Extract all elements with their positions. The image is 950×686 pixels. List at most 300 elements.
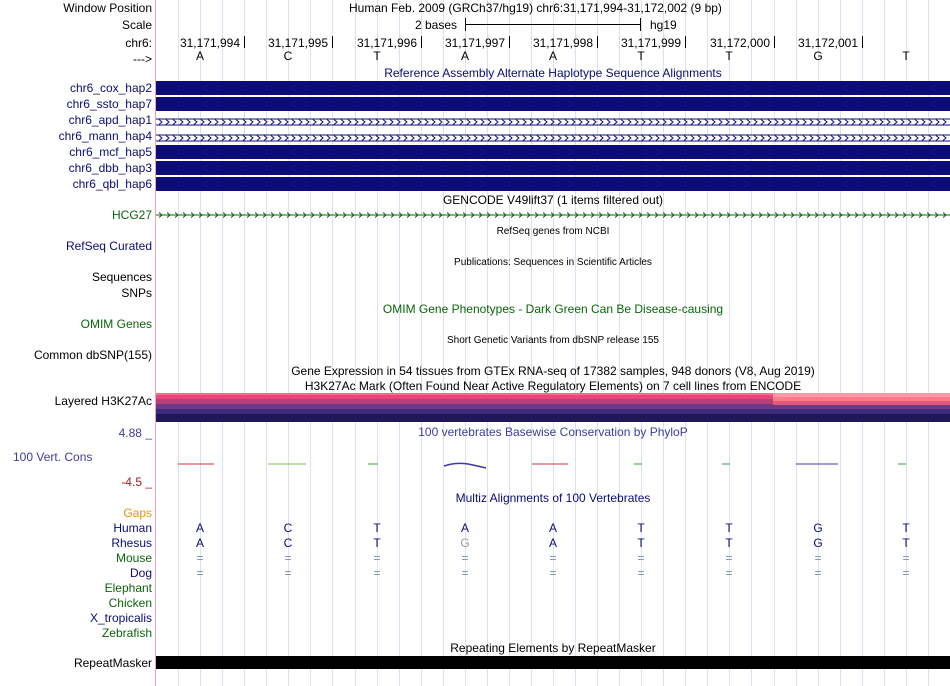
- species-label-chicken[interactable]: Chicken: [108, 596, 152, 610]
- strand-chevron: [285, 120, 288, 125]
- strand-chevron: [180, 136, 183, 141]
- coordinate-tick: [332, 36, 333, 48]
- strand-chevron: [691, 136, 694, 141]
- strand-chevron: [600, 120, 603, 125]
- strand-chevron: [642, 136, 645, 141]
- scale-label: Scale: [121, 18, 152, 32]
- strand-chevron: [852, 120, 855, 125]
- alignment-base-dog: =: [196, 566, 204, 580]
- strand-chevron: [677, 120, 680, 125]
- coordinate-label: 31,171,998: [532, 36, 593, 50]
- species-label-zebrafish[interactable]: Zebrafish: [101, 626, 152, 640]
- alignment-base-mouse: =: [814, 551, 822, 565]
- coordinate-tick: [597, 36, 598, 48]
- strand-chevron: [712, 120, 715, 125]
- strand-chevron: [250, 136, 253, 141]
- strand-chevron: [306, 120, 309, 125]
- strand-chevron: [467, 136, 470, 141]
- coordinate-label: 31,171,994: [179, 36, 240, 50]
- strand-chevron: [572, 120, 575, 125]
- alignment-base-dog: =: [637, 566, 645, 580]
- strand-chevron: [565, 136, 568, 141]
- alignment-base-mouse: =: [902, 551, 910, 565]
- strand-chevron: [922, 136, 925, 141]
- window-position-label: Window Position: [63, 1, 152, 15]
- alignment-base-human: T: [637, 521, 645, 535]
- strand-chevron: [222, 120, 225, 125]
- strand-chevron: [817, 120, 820, 125]
- strand-chevron: [369, 136, 372, 141]
- strand-chevron: [719, 136, 722, 141]
- strand-chevron: [565, 120, 568, 125]
- h3k27ac-layered-bands: [156, 393, 950, 422]
- strand-chevron: [670, 136, 673, 141]
- strand-chevron: [271, 136, 274, 141]
- strand-chevron: [334, 120, 337, 125]
- strand-chevron: [768, 136, 771, 141]
- strand-chevron: [915, 120, 918, 125]
- strand-chevron: [754, 136, 757, 141]
- strand-chevron: [495, 136, 498, 141]
- window-position-text: Human Feb. 2009 (GRCh37/hg19) chr6:31,171,994-31,172,002 (9 bp): [349, 1, 722, 15]
- strand-chevron: [250, 120, 253, 125]
- gene-label-hcg27[interactable]: HCG27: [111, 208, 152, 222]
- track-label-snps[interactable]: SNPs: [121, 286, 152, 300]
- coordinate-tick: [862, 36, 863, 48]
- coordinate-label: 31,171,995: [267, 36, 328, 50]
- alignment-bar-chr6-cox-hap2[interactable]: [156, 81, 950, 95]
- track-label-chr6-mann-hap4[interactable]: chr6_mann_hap4: [58, 129, 152, 143]
- strand-chevron: [201, 120, 204, 125]
- strand-chevron: [236, 120, 239, 125]
- strand-chevron: [215, 136, 218, 141]
- h3k27ac-title: H3K27Ac Mark (Often Found Near Active Regulatory Elements) on 7 cell lines from ENCODE: [304, 379, 802, 393]
- strand-chevron: [796, 120, 799, 125]
- strand-chevron: [278, 136, 281, 141]
- strand-chevron: [705, 120, 708, 125]
- strand-chevron: [866, 136, 869, 141]
- phylop-min-value: -4.5 _: [121, 475, 152, 489]
- strand-chevron: [502, 136, 505, 141]
- strand-chevron: [929, 136, 932, 141]
- species-label-rhesus[interactable]: Rhesus: [111, 536, 152, 550]
- strand-chevron: [600, 136, 603, 141]
- strand-chevron: [159, 120, 162, 125]
- alignment-base-mouse: =: [196, 551, 204, 565]
- alignment-bar-chr6-mcf-hap5[interactable]: [156, 145, 950, 159]
- strand-chevron: [817, 136, 820, 141]
- strand-chevron: [684, 136, 687, 141]
- strand-chevron: [824, 120, 827, 125]
- strand-chevron: [698, 120, 701, 125]
- alignment-base-human: A: [460, 521, 469, 535]
- strand-chevron: [166, 136, 169, 141]
- reference-base: T: [725, 49, 733, 63]
- strand-chevron: [362, 120, 365, 125]
- strand-chevron: [824, 136, 827, 141]
- species-label-human[interactable]: Human: [113, 521, 152, 535]
- strand-chevron: [348, 136, 351, 141]
- species-label-dog[interactable]: Dog: [129, 566, 152, 580]
- strand-chevron: [418, 120, 421, 125]
- reference-base: T: [902, 49, 910, 63]
- strand-chevron: [586, 120, 589, 125]
- track-label-chr6-qbl-hap6[interactable]: chr6_qbl_hap6: [72, 177, 152, 191]
- strand-chevron: [761, 136, 764, 141]
- strand-chevron: [663, 136, 666, 141]
- alignment-base-dog: =: [725, 566, 733, 580]
- strand-chevron: [880, 136, 883, 141]
- track-label-chr6-mcf-hap5[interactable]: chr6_mcf_hap5: [69, 145, 152, 159]
- strand-chevron: [404, 136, 407, 141]
- strand-chevron: [327, 120, 330, 125]
- reference-base: T: [637, 49, 645, 63]
- coordinate-label: 31,171,999: [620, 36, 681, 50]
- strand-chevron: [859, 136, 862, 141]
- alignment-base-mouse: =: [725, 551, 733, 565]
- strand-chevron: [187, 136, 190, 141]
- strand-chevron: [733, 136, 736, 141]
- strand-chevron: [264, 120, 267, 125]
- strand-chevron: [936, 136, 939, 141]
- strand-chevron: [712, 136, 715, 141]
- alignment-base-dog: =: [461, 566, 469, 580]
- strand-chevron: [285, 136, 288, 141]
- strand-chevron: [453, 120, 456, 125]
- strand-chevron: [698, 136, 701, 141]
- species-label-x-tropicalis[interactable]: X_tropicalis: [89, 611, 152, 625]
- strand-chevron: [509, 120, 512, 125]
- strand-chevron: [901, 120, 904, 125]
- omim-title: OMIM Gene Phenotypes - Dark Green Can Be Disease-causing: [382, 302, 724, 316]
- strand-chevron: [320, 136, 323, 141]
- alignment-bar-chr6-ssto-hap7[interactable]: [156, 97, 950, 111]
- strand-chevron: [831, 120, 834, 125]
- strand-chevron: [453, 136, 456, 141]
- strand-chevron: [768, 120, 771, 125]
- strand-chevron: [803, 120, 806, 125]
- refseq-title: RefSeq genes from NCBI: [496, 226, 610, 237]
- assembly-name: hg19: [650, 18, 677, 32]
- strand-chevron: [796, 136, 799, 141]
- alignment-base-rhesus: T: [637, 536, 645, 550]
- alignment-line-chr6-apd-hap1[interactable]: [156, 115, 950, 123]
- chevron-line-icon: [156, 134, 950, 142]
- strand-chevron: [229, 120, 232, 125]
- strand-chevron: [859, 120, 862, 125]
- strand-chevron: [747, 120, 750, 125]
- strand-chevron: [180, 120, 183, 125]
- alignment-base-rhesus: T: [725, 536, 733, 550]
- strand-chevron: [607, 136, 610, 141]
- strand-chevron: [782, 136, 785, 141]
- coordinate-label: 31,172,001: [797, 36, 858, 50]
- alignment-base-mouse: =: [637, 551, 645, 565]
- reference-base: C: [283, 49, 293, 63]
- h3k27ac-signal[interactable]: [156, 393, 950, 422]
- alignment-base-mouse: =: [373, 551, 381, 565]
- track-label-100-vert-cons[interactable]: 100 Vert. Cons: [13, 450, 93, 464]
- publications-title: Publications: Sequences in Scientific Articles: [454, 257, 652, 268]
- strand-chevron: [880, 120, 883, 125]
- strand-chevron: [901, 136, 904, 141]
- alignment-base-mouse: =: [549, 551, 557, 565]
- strand-chevron: [684, 120, 687, 125]
- strand-chevron: [173, 120, 176, 125]
- track-label-sequences[interactable]: Sequences: [91, 270, 152, 284]
- strand-chevron: [292, 136, 295, 141]
- track-label-common-dbsnp[interactable]: Common dbSNP(155): [33, 348, 152, 362]
- strand-chevron: [726, 136, 729, 141]
- strand-chevron: [355, 136, 358, 141]
- strand-chevron: [635, 120, 638, 125]
- strand-chevron: [439, 136, 442, 141]
- strand-chevron: [628, 136, 631, 141]
- strand-chevron: [481, 120, 484, 125]
- track-label-chr6-cox-hap2[interactable]: chr6_cox_hap2: [69, 81, 152, 95]
- alignment-base-human: G: [813, 521, 823, 535]
- strand-chevron: [733, 120, 736, 125]
- alignment-base-human: C: [283, 521, 293, 535]
- strand-chevron: [740, 136, 743, 141]
- strand-chevron: [845, 136, 848, 141]
- strand-chevron: [558, 136, 561, 141]
- strand-chevron: [614, 120, 617, 125]
- scale-bar-text: 2 bases: [415, 18, 458, 32]
- strand-chevron: [404, 120, 407, 125]
- strand-chevron: [432, 120, 435, 125]
- strand-chevron: [222, 136, 225, 141]
- track-label-refseq-curated[interactable]: RefSeq Curated: [65, 239, 152, 253]
- coordinate-tick: [421, 36, 422, 48]
- strand-chevron: [194, 136, 197, 141]
- strand-chevron: [677, 136, 680, 141]
- strand-chevron: [313, 136, 316, 141]
- strand-chevron: [803, 136, 806, 141]
- gtex-title: Gene Expression in 54 tissues from GTEx RNA-seq of 17382 samples, 948 donors (V8, Aug 2019): [291, 364, 815, 378]
- alignment-base-human: T: [725, 521, 733, 535]
- strand-chevron: [866, 120, 869, 125]
- strand-chevron: [593, 120, 596, 125]
- strand-chevron: [173, 136, 176, 141]
- track-label-chr6-apd-hap1[interactable]: chr6_apd_hap1: [68, 113, 152, 127]
- strand-chevron: [369, 120, 372, 125]
- track-area[interactable]: [156, 0, 950, 686]
- alignment-base-rhesus: G: [813, 536, 823, 550]
- reference-base: T: [373, 49, 381, 63]
- strand-chevron: [390, 120, 393, 125]
- track-label-omim-genes[interactable]: OMIM Genes: [80, 317, 152, 331]
- alignment-base-rhesus: A: [195, 536, 204, 550]
- dbsnp-title: Short Genetic Variants from dbSNP release 155: [447, 335, 659, 346]
- strand-chevron: [705, 136, 708, 141]
- alignment-base-dog: =: [549, 566, 557, 580]
- strand-chevron: [537, 136, 540, 141]
- strand-chevron: [831, 136, 834, 141]
- strand-chevron: [635, 136, 638, 141]
- strand-chevron: [299, 136, 302, 141]
- alignment-bar-chr6-qbl-hap6[interactable]: [156, 177, 950, 191]
- track-label-chr6-ssto-hap7[interactable]: chr6_ssto_hap7: [66, 97, 152, 111]
- strand-chevron: [397, 136, 400, 141]
- strand-chevron: [523, 136, 526, 141]
- strand-chevron: [397, 120, 400, 125]
- strand-chevron: [159, 136, 162, 141]
- strand-chevron: [460, 136, 463, 141]
- alignment-line-chr6-mann-hap4[interactable]: [156, 131, 950, 139]
- strand-chevron: [208, 120, 211, 125]
- track-label-column: [0, 0, 155, 686]
- strand-chevron: [530, 120, 533, 125]
- strand-chevron: [425, 136, 428, 141]
- strand-chevron: [586, 136, 589, 141]
- strand-chevron: [936, 120, 939, 125]
- alignment-base-rhesus: G: [460, 536, 470, 550]
- strand-chevron: [446, 136, 449, 141]
- strand-chevron: [691, 120, 694, 125]
- strand-chevron: [719, 120, 722, 125]
- track-label-repeatmasker[interactable]: RepeatMasker: [73, 656, 152, 670]
- strand-chevron: [411, 120, 414, 125]
- strand-chevron: [376, 120, 379, 125]
- species-label-mouse[interactable]: Mouse: [115, 551, 152, 565]
- gencode-title: GENCODE V49lift37 (1 items filtered out): [442, 193, 664, 207]
- strand-chevron: [551, 136, 554, 141]
- track-label-chr6-dbb-hap3[interactable]: chr6_dbb_hap3: [68, 161, 152, 175]
- alignment-base-rhesus: T: [902, 536, 910, 550]
- strand-chevron: [523, 120, 526, 125]
- strand-chevron: [236, 136, 239, 141]
- strand-chevron: [908, 136, 911, 141]
- strand-chevron: [341, 136, 344, 141]
- reference-base: A: [195, 49, 204, 63]
- gene-model-hcg27[interactable]: [156, 209, 950, 219]
- strand-chevron: [201, 136, 204, 141]
- strand-chevron: [873, 136, 876, 141]
- strand-chevron: [663, 120, 666, 125]
- strand-label: --->: [133, 52, 152, 66]
- strand-chevron: [229, 136, 232, 141]
- alignment-base-mouse: =: [461, 551, 469, 565]
- strand-chevron: [551, 120, 554, 125]
- strand-chevron: [460, 120, 463, 125]
- chevron-line-icon: [156, 118, 950, 126]
- strand-chevron: [810, 136, 813, 141]
- strand-chevron: [852, 136, 855, 141]
- strand-chevron: [754, 120, 757, 125]
- alt-haplotypes-title: Reference Assembly Alternate Haplotype Sequence Alignments: [384, 66, 722, 80]
- strand-chevron: [341, 120, 344, 125]
- strand-chevron: [166, 120, 169, 125]
- intron-arrow-icon: [156, 210, 950, 220]
- coordinate-label: 31,171,996: [356, 36, 417, 50]
- strand-chevron: [313, 120, 316, 125]
- strand-chevron: [418, 136, 421, 141]
- species-label-elephant[interactable]: Elephant: [104, 581, 152, 595]
- strand-chevron: [502, 120, 505, 125]
- alignment-base-mouse: =: [284, 551, 292, 565]
- strand-chevron: [908, 120, 911, 125]
- strand-chevron: [516, 120, 519, 125]
- strand-chevron: [656, 120, 659, 125]
- strand-chevron: [929, 120, 932, 125]
- strand-chevron: [915, 136, 918, 141]
- chromosome-label: chr6:: [125, 36, 152, 50]
- strand-chevron: [474, 136, 477, 141]
- strand-chevron: [656, 136, 659, 141]
- strand-chevron: [572, 136, 575, 141]
- strand-chevron: [649, 136, 652, 141]
- track-label-layered-h3k27ac[interactable]: Layered H3K27Ac: [54, 394, 152, 408]
- alignment-base-dog: =: [814, 566, 822, 580]
- strand-chevron: [271, 120, 274, 125]
- strand-chevron: [481, 136, 484, 141]
- strand-chevron: [488, 136, 491, 141]
- reference-base: A: [460, 49, 469, 63]
- strand-chevron: [278, 120, 281, 125]
- strand-chevron: [446, 120, 449, 125]
- strand-chevron: [621, 120, 624, 125]
- strand-chevron: [628, 120, 631, 125]
- strand-chevron: [558, 120, 561, 125]
- strand-chevron: [782, 120, 785, 125]
- multiz-title: Multiz Alignments of 100 Vertebrates: [455, 491, 651, 505]
- strand-chevron: [488, 120, 491, 125]
- strand-chevron: [292, 120, 295, 125]
- strand-chevron: [495, 120, 498, 125]
- strand-chevron: [467, 120, 470, 125]
- strand-chevron: [845, 120, 848, 125]
- coordinate-tick: [244, 36, 245, 48]
- alignment-base-human: A: [548, 521, 557, 535]
- repeatmasker-element[interactable]: [156, 656, 950, 669]
- strand-chevron: [215, 120, 218, 125]
- strand-chevron: [194, 120, 197, 125]
- strand-chevron: [761, 120, 764, 125]
- alignment-base-human: T: [902, 521, 910, 535]
- strand-chevron: [887, 120, 890, 125]
- reference-base: A: [548, 49, 557, 63]
- coordinate-label: 31,172,000: [709, 36, 770, 50]
- strand-chevron: [579, 136, 582, 141]
- coordinate-tick: [685, 36, 686, 48]
- strand-chevron: [257, 136, 260, 141]
- strand-chevron: [243, 120, 246, 125]
- phylop-title: 100 vertebrates Basewise Conservation by PhyloP: [418, 425, 688, 439]
- strand-chevron: [642, 120, 645, 125]
- strand-chevron: [873, 120, 876, 125]
- strand-chevron: [726, 120, 729, 125]
- phylop-signal[interactable]: [156, 458, 950, 470]
- strand-chevron: [383, 120, 386, 125]
- alignment-base-dog: =: [284, 566, 292, 580]
- strand-chevron: [894, 120, 897, 125]
- strand-chevron: [425, 120, 428, 125]
- strand-chevron: [810, 120, 813, 125]
- strand-chevron: [208, 136, 211, 141]
- strand-chevron: [516, 136, 519, 141]
- strand-chevron: [740, 120, 743, 125]
- strand-chevron: [789, 120, 792, 125]
- track-label-gaps[interactable]: Gaps: [123, 506, 152, 520]
- strand-chevron: [537, 120, 540, 125]
- strand-chevron: [838, 120, 841, 125]
- strand-chevron: [670, 120, 673, 125]
- strand-chevron: [383, 136, 386, 141]
- alignment-base-rhesus: T: [373, 536, 381, 550]
- strand-chevron: [530, 136, 533, 141]
- alignment-bar-chr6-dbb-hap3[interactable]: [156, 161, 950, 175]
